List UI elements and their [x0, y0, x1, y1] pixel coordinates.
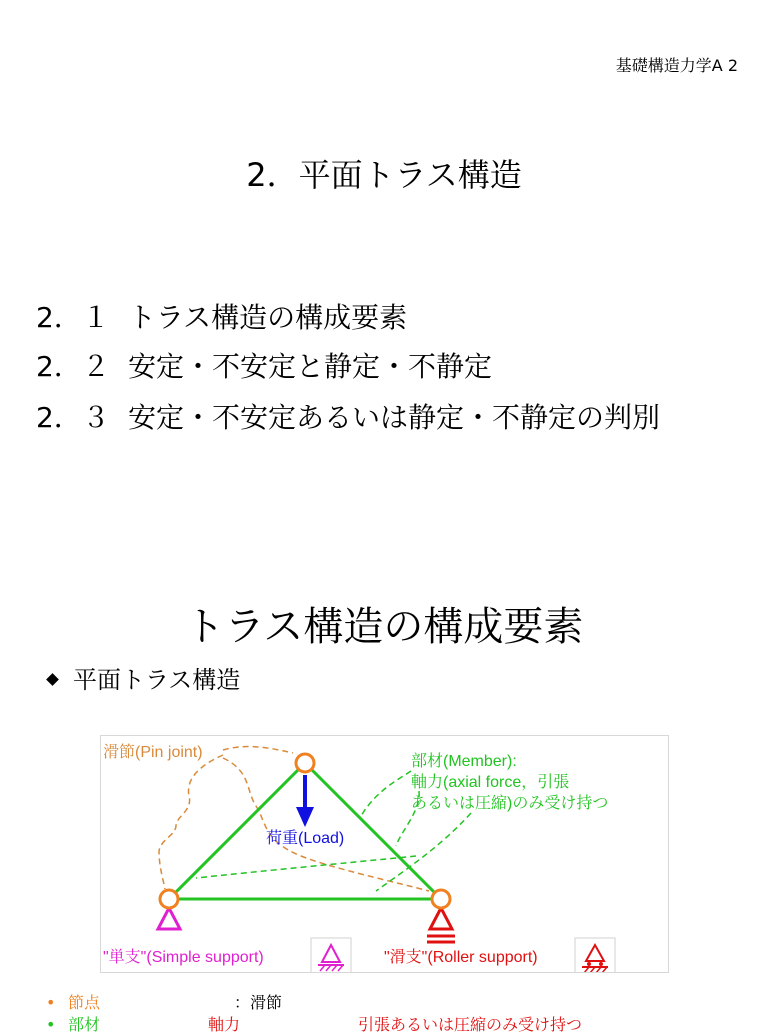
truss-diagram: [100, 735, 669, 973]
simple-support-label: "単支"(Simple support): [103, 949, 264, 966]
legend-row-joint: [46, 990, 282, 1013]
legend-bullet: •: [46, 993, 56, 1012]
toc-number: 2．１: [36, 301, 110, 334]
pin-joint-top: [296, 754, 314, 772]
toc-text: 安定・不安定と静定・不静定: [128, 350, 493, 383]
page-header-label: 基礎構造力学A 2: [615, 56, 738, 75]
legend-description: 引張あるいは圧縮のみ受け持つ: [358, 1015, 583, 1034]
toc-number: 2．３: [36, 401, 110, 434]
toc-item: [36, 296, 407, 336]
toc-item: [36, 345, 492, 385]
legend-bullet: •: [46, 1015, 56, 1034]
legend-term: 節点: [68, 993, 101, 1012]
toc-number: 2．２: [36, 350, 110, 383]
simple-support-icon: [311, 938, 351, 972]
roller-support-label: "滑支"(Roller support): [384, 949, 538, 966]
pin-joint-left: [160, 890, 178, 908]
diamond-bullet-icon: [46, 673, 59, 686]
member-label-line-3: あるいは圧縮)のみ受け持つ: [411, 795, 609, 812]
legend-separator: ：: [234, 993, 251, 1012]
toc-item: [36, 396, 660, 436]
toc-text: 安定・不安定あるいは静定・不静定の判別: [128, 401, 661, 434]
simple-support-symbol: [158, 908, 180, 929]
load-arrow: [296, 775, 314, 827]
bullet-item: [48, 660, 240, 695]
truss-diagram-svg: [101, 736, 668, 972]
section-heading: トラス構造の構成要素: [184, 604, 584, 650]
member-label-line-1: 部材(Member):: [411, 753, 517, 770]
roller-support-icon: [575, 938, 615, 972]
roller-support-symbol: [427, 908, 455, 942]
bullet-text: 平面トラス構造: [73, 666, 241, 694]
legend-description: 滑節: [250, 993, 283, 1012]
pin-joint-label: 滑節(Pin joint): [103, 744, 203, 761]
member-label-line-2: 軸力(axial force，引張: [411, 774, 570, 791]
legend-key: 軸力: [208, 1015, 241, 1034]
legend-term: 部材: [68, 1015, 101, 1034]
load-label: 荷重(Load): [266, 830, 345, 847]
toc-text: トラス構造の構成要素: [128, 301, 408, 334]
page-title: 2．平面トラス構造: [246, 156, 522, 194]
pin-joint-right: [432, 890, 450, 908]
